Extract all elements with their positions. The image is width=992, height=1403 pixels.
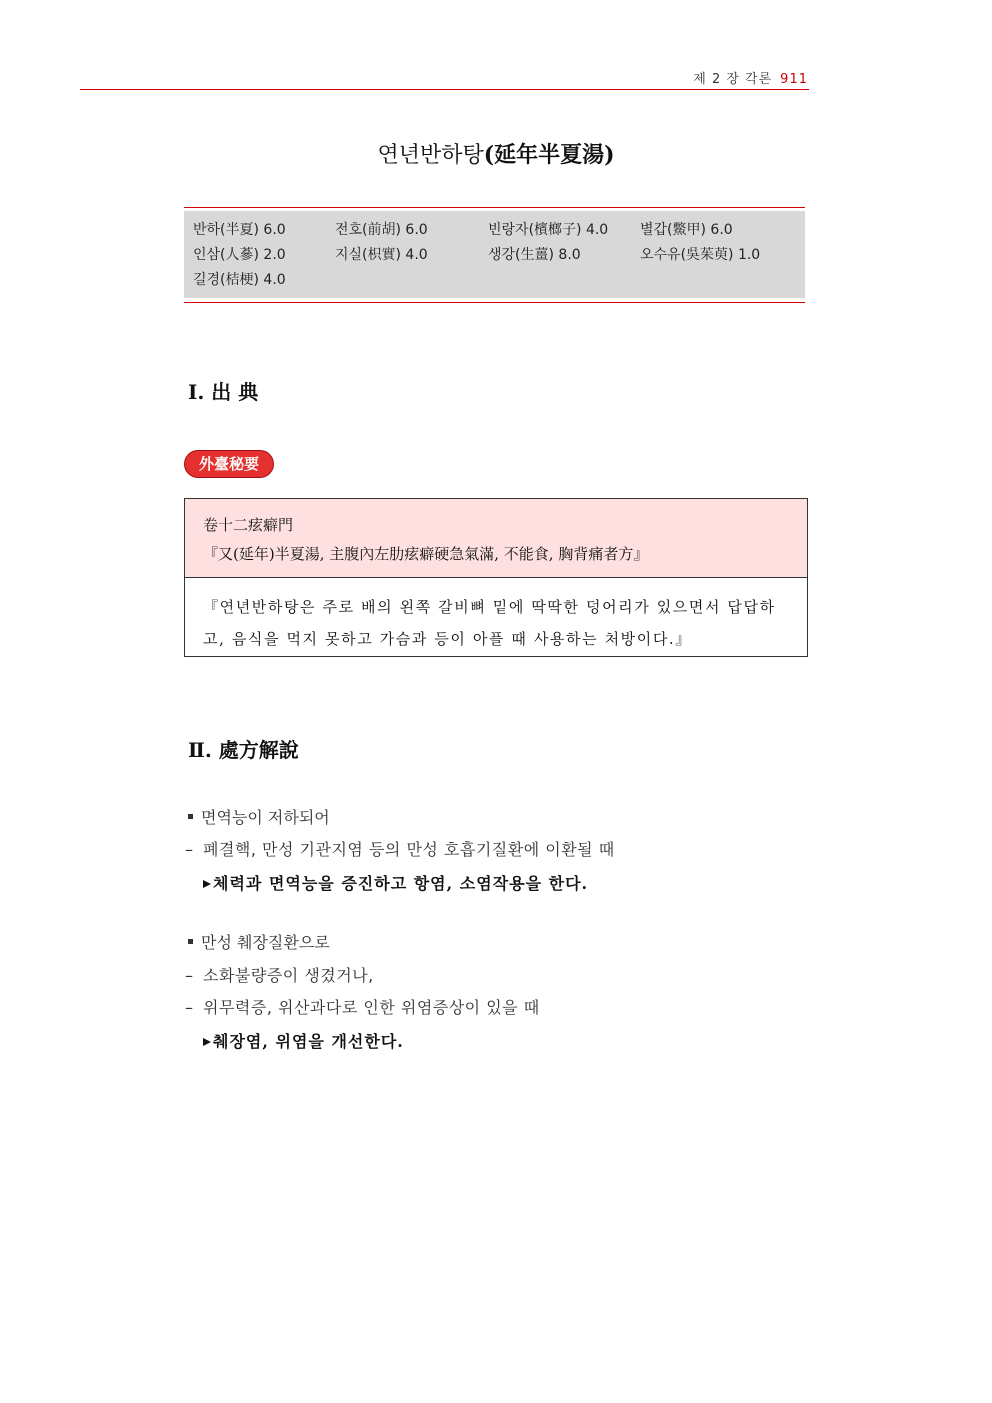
dash-item [185,995,540,1018]
source-quote-box [184,498,808,657]
dash-text: 소화불량증이 생겼거나, [203,966,374,985]
dash-marker: – [185,998,194,1017]
ingredients-bottom-rule [184,302,805,303]
ingredients-grid [193,221,800,290]
title-hanja: (延年半夏湯) [483,142,615,168]
bullet-text: 면역능이 저하되어 [201,808,330,827]
page-number: 911 [780,72,808,87]
ingredient-item: 반하(半夏) 6.0 [193,222,286,238]
ingredient-item: 빈랑자(檳榔子) 4.0 [488,222,609,238]
source-original-text [185,499,807,578]
dash-text: 폐결핵, 만성 기관지염 등의 만성 호흡기질환에 이환될 때 [203,840,615,859]
title-korean: 연년반하탕 [377,143,484,168]
dash-item [185,837,615,860]
bullet-item [188,930,330,953]
ingredient-item: 길경(桔梗) 4.0 [193,272,286,288]
dash-text: 위무력증, 위산과다로 인한 위염증상이 있을 때 [203,998,540,1017]
header-divider [80,89,809,90]
chapter-label: 제 2 장 각론 [693,72,773,87]
ingredients-top-rule [184,207,805,208]
square-bullet-icon [188,814,193,819]
source-translation: 『연년반하탕은 주로 배의 왼쪽 갈비뼈 밑에 딱딱한 덩어리가 있으면서 답답하고, 음식을 먹지 못하고 가슴과 등이 아플 때 사용하는 처방이다.』 [203,598,776,648]
effect-item [203,1029,404,1052]
effect-item [203,871,588,894]
bullet-text: 만성 췌장질환으로 [201,933,330,952]
ingredient-item: 지실(枳實) 4.0 [335,247,428,263]
ingredient-item: 전호(前胡) 6.0 [335,222,428,238]
ingredient-item: 인삼(人蔘) 2.0 [193,247,286,263]
prescription-title [0,138,992,169]
ingredient-item: 별갑(鱉甲) 6.0 [640,222,733,238]
dash-item [185,963,374,986]
bullet-item [188,805,330,828]
ingredient-item: 생강(生薑) 8.0 [488,247,581,263]
section-heading-source: Ⅰ. 出 典 [188,380,259,404]
effect-text: 췌장염, 위염을 개선한다. [213,1032,404,1051]
section-heading-explanation: Ⅱ. 處方解說 [188,738,299,762]
quote-line-1: 卷十二痃癖門 [203,516,294,534]
ingredients-box [184,207,805,303]
effect-text: 체력과 면역능을 증진하고 항염, 소염작용을 한다. [213,874,589,893]
dash-marker: – [185,840,194,859]
source-badge: 外臺秘要 [184,450,274,478]
triangle-arrow-icon [203,1038,211,1046]
ingredient-item: 오수유(吳茱萸) 1.0 [640,247,761,263]
triangle-arrow-icon [203,880,211,888]
quote-line-2: 『又(延年)半夏湯, 主腹內左肋痃癖硬急氣滿, 不能食, 胸背痛者方』 [203,545,649,563]
page-header [693,68,808,87]
dash-marker: – [185,966,194,985]
square-bullet-icon [188,939,193,944]
